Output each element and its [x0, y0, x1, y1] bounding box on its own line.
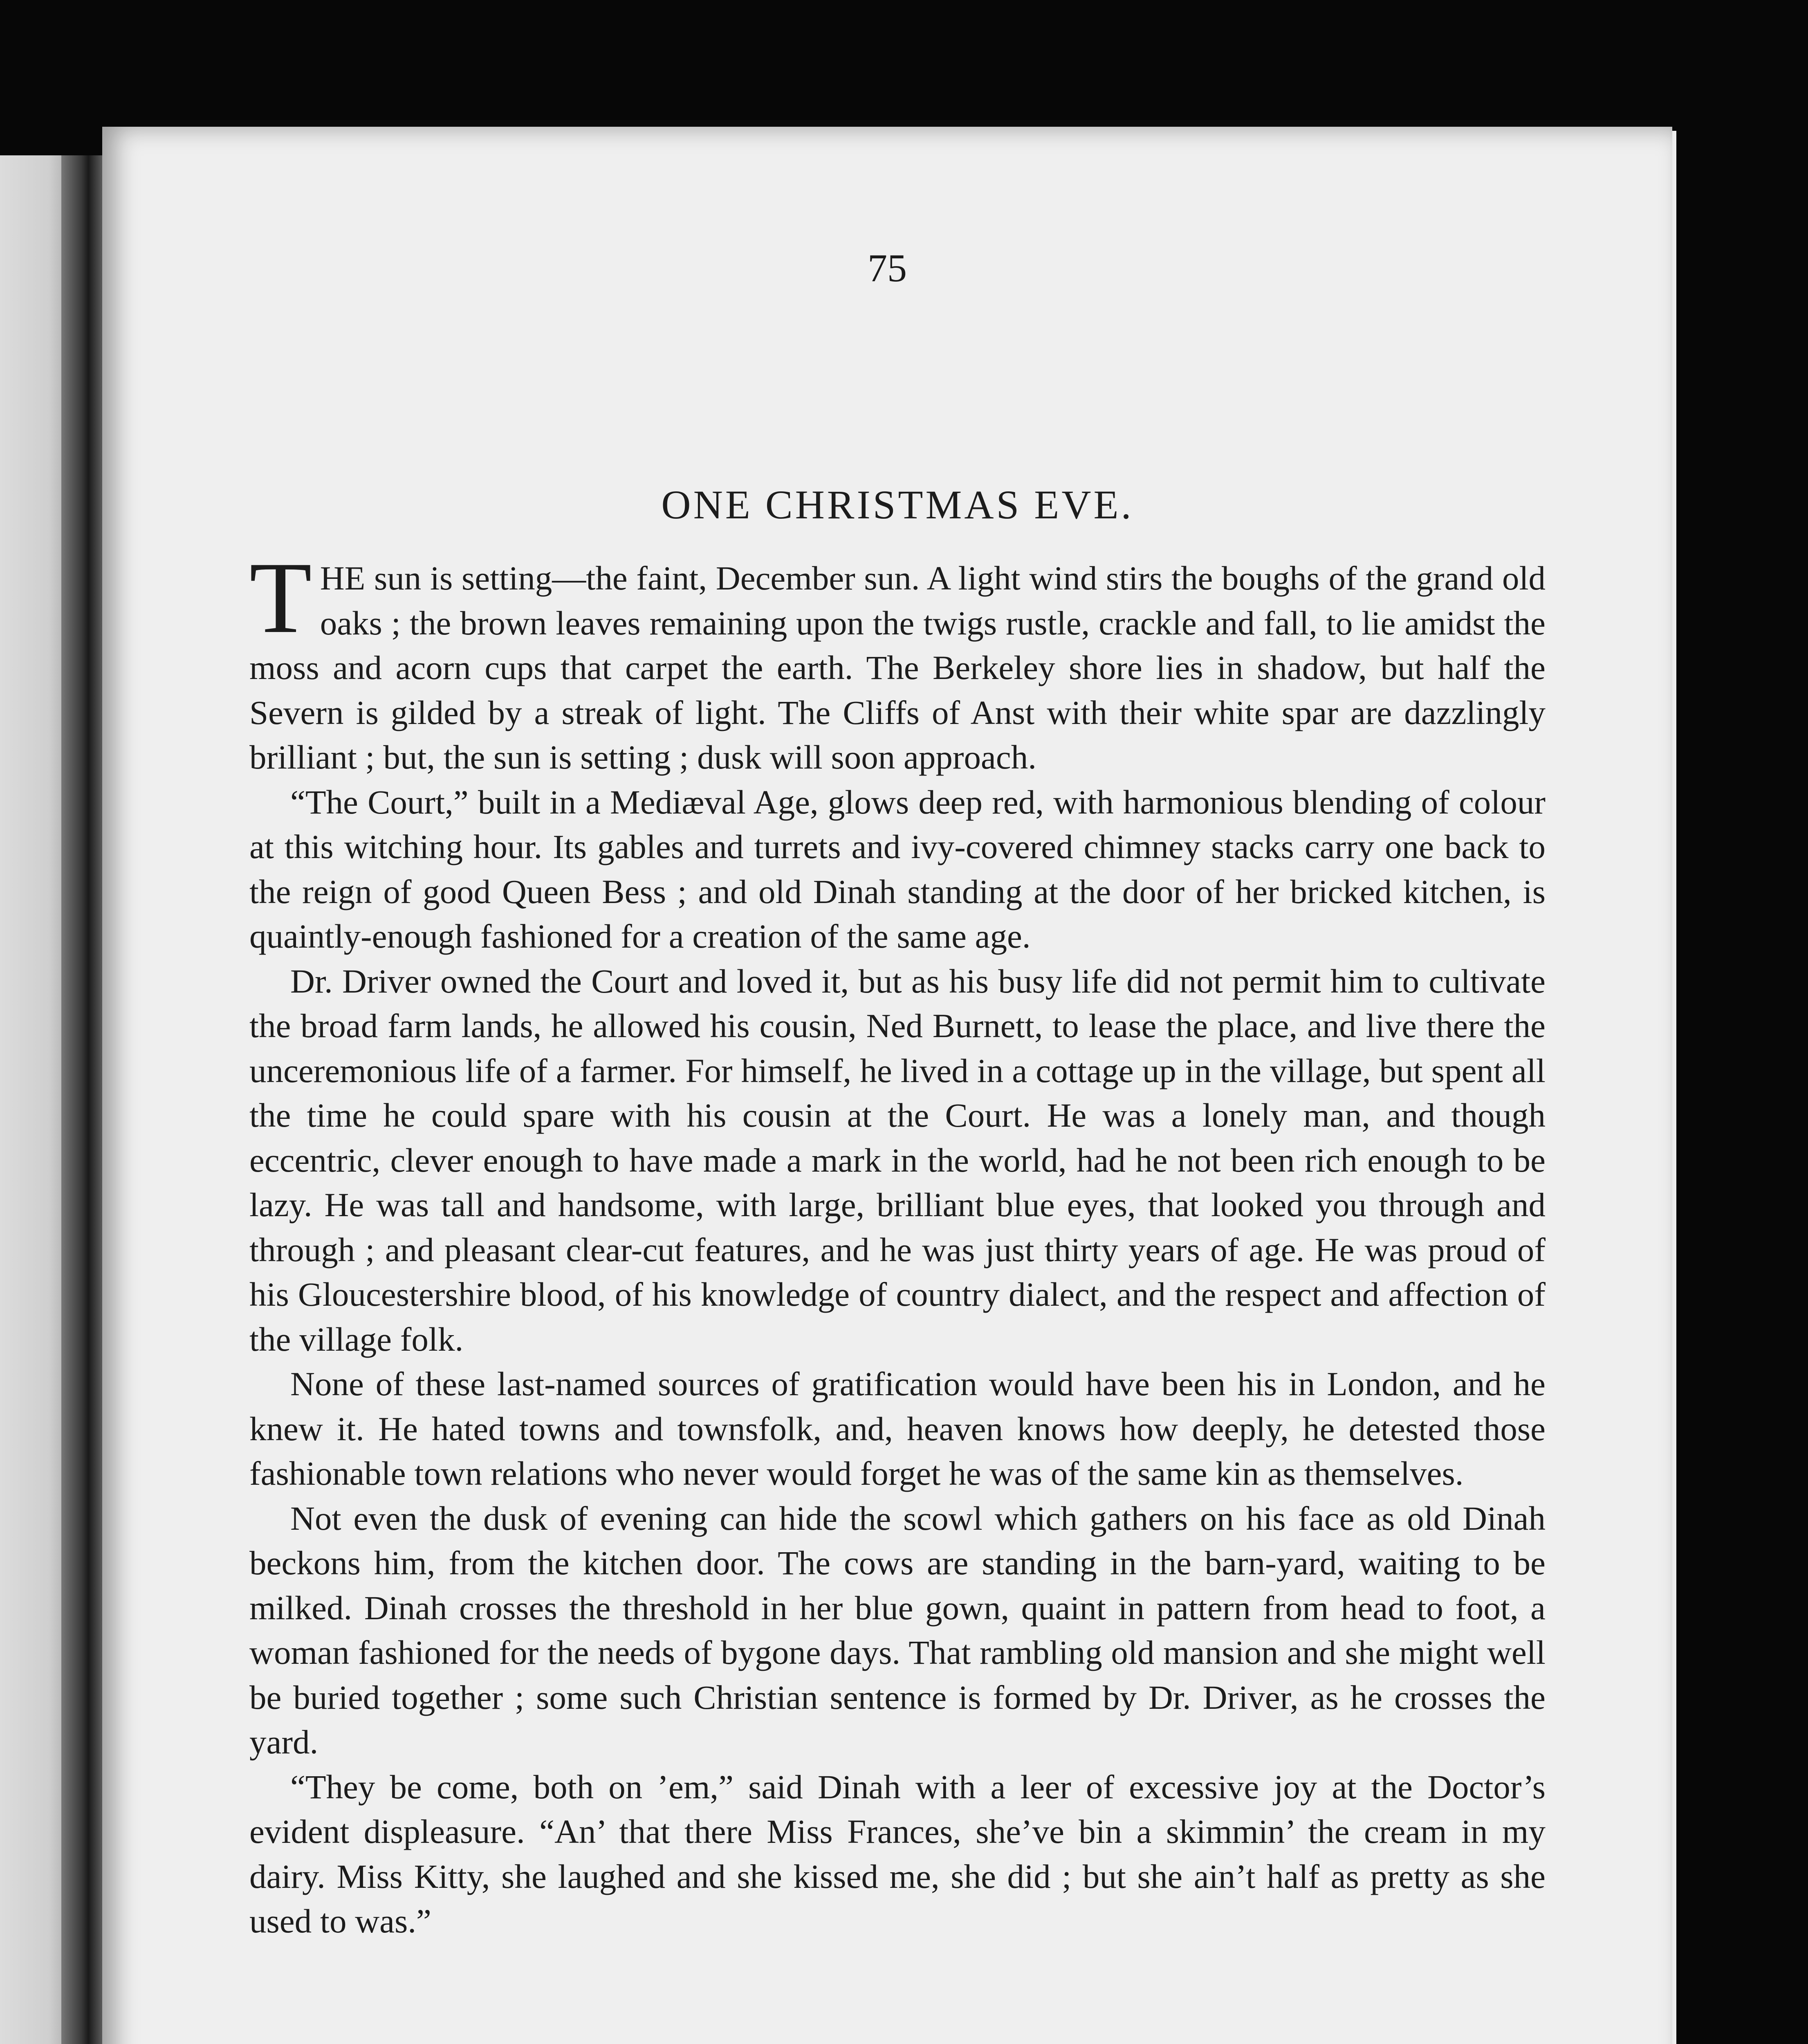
paragraph-1-text: HE sun is setting—the faint, December sun. A light wind stirs the boughs of the grand old oaks ; the brown leaves remaining upon the twigs rustle, crackle and fall, to lie amidst the moss and acorn cups that carpet the earth. The Berkeley shore lies in shadow, but half the Severn is gilded by a streak of light. The Cliffs of Anst with their white spar are dazzlingly brilliant ; but, the sun is setting ; dusk will soon approach.: [249, 559, 1546, 776]
book-page: [102, 127, 1672, 2044]
paragraph-6: “They be come, both on ’em,” said Dinah with a leer of excessive joy at the Doctor’s evident displeasure. “An’ that there Miss Frances, she’ve bin a skimmin’ the cream in my dairy. Miss Kitty, she laughed and she kissed me, she did ; but she ain’t half as pretty as she used to was.”: [249, 1768, 1546, 1940]
paragraph-3: Dr. Driver owned the Court and loved it, but as his busy life did not permit him to cultivate the broad farm lands, he allowed his cousin, Ned Burnett, to lease the place, and live there the unceremonious life of a farmer. For himself, he lived in a cottage up in the village, but spent all the time he could spare with his cousin at the Court. He was a lonely man, and though eccentric, clever enough to have made a mark in the world, had he not been rich enough to be lazy. He was tall and handsome, with large, brilliant blue eyes, that looked you through and through ; and pleasant clear-cut features, and he was just thirty years of age. He was proud of his Gloucestershire blood, of his knowledge of country dialect, and the respect and affection of the village folk.: [249, 962, 1546, 1358]
page-number: 75: [868, 246, 907, 290]
chapter-title: ONE CHRISTMAS EVE.: [661, 482, 1134, 527]
book-gutter: [61, 155, 106, 2044]
paragraph-4: None of these last-named sources of gratification would have been his in London, and he knew it. He hated towns and townsfolk, and, heaven knows how deeply, he detested those fashionable town relations who never would forget he was of the same kin as themselves.: [249, 1365, 1546, 1492]
drop-cap: T: [249, 541, 312, 654]
paragraph-1: [249, 541, 1546, 780]
paragraph-2: “The Court,” built in a Mediæval Age, glows deep red, with harmonious blending of colour at this witching hour. Its gables and turrets and ivy-covered chimney stacks carry one back to the reign of good Queen Bess ; and old Dinah standing at the door of her bricked kitchen, is quaintly-enough fashioned for a creation of the same age.: [249, 783, 1546, 955]
page-text: [249, 474, 1546, 1944]
paragraph-5: Not even the dusk of evening can hide the scowl which gathers on his face as old Dinah beckons him, from the kitchen door. The cows are standing in the barn-yard, waiting to be milked. Dinah crosses the threshold in her blue gown, quaint in pattern from head to foot, a woman fashioned for the needs of bygone days. That rambling old mansion and she might well be buried together ; some such Christian sentence is formed by Dr. Driver, as he crosses the yard.: [249, 1499, 1546, 1761]
